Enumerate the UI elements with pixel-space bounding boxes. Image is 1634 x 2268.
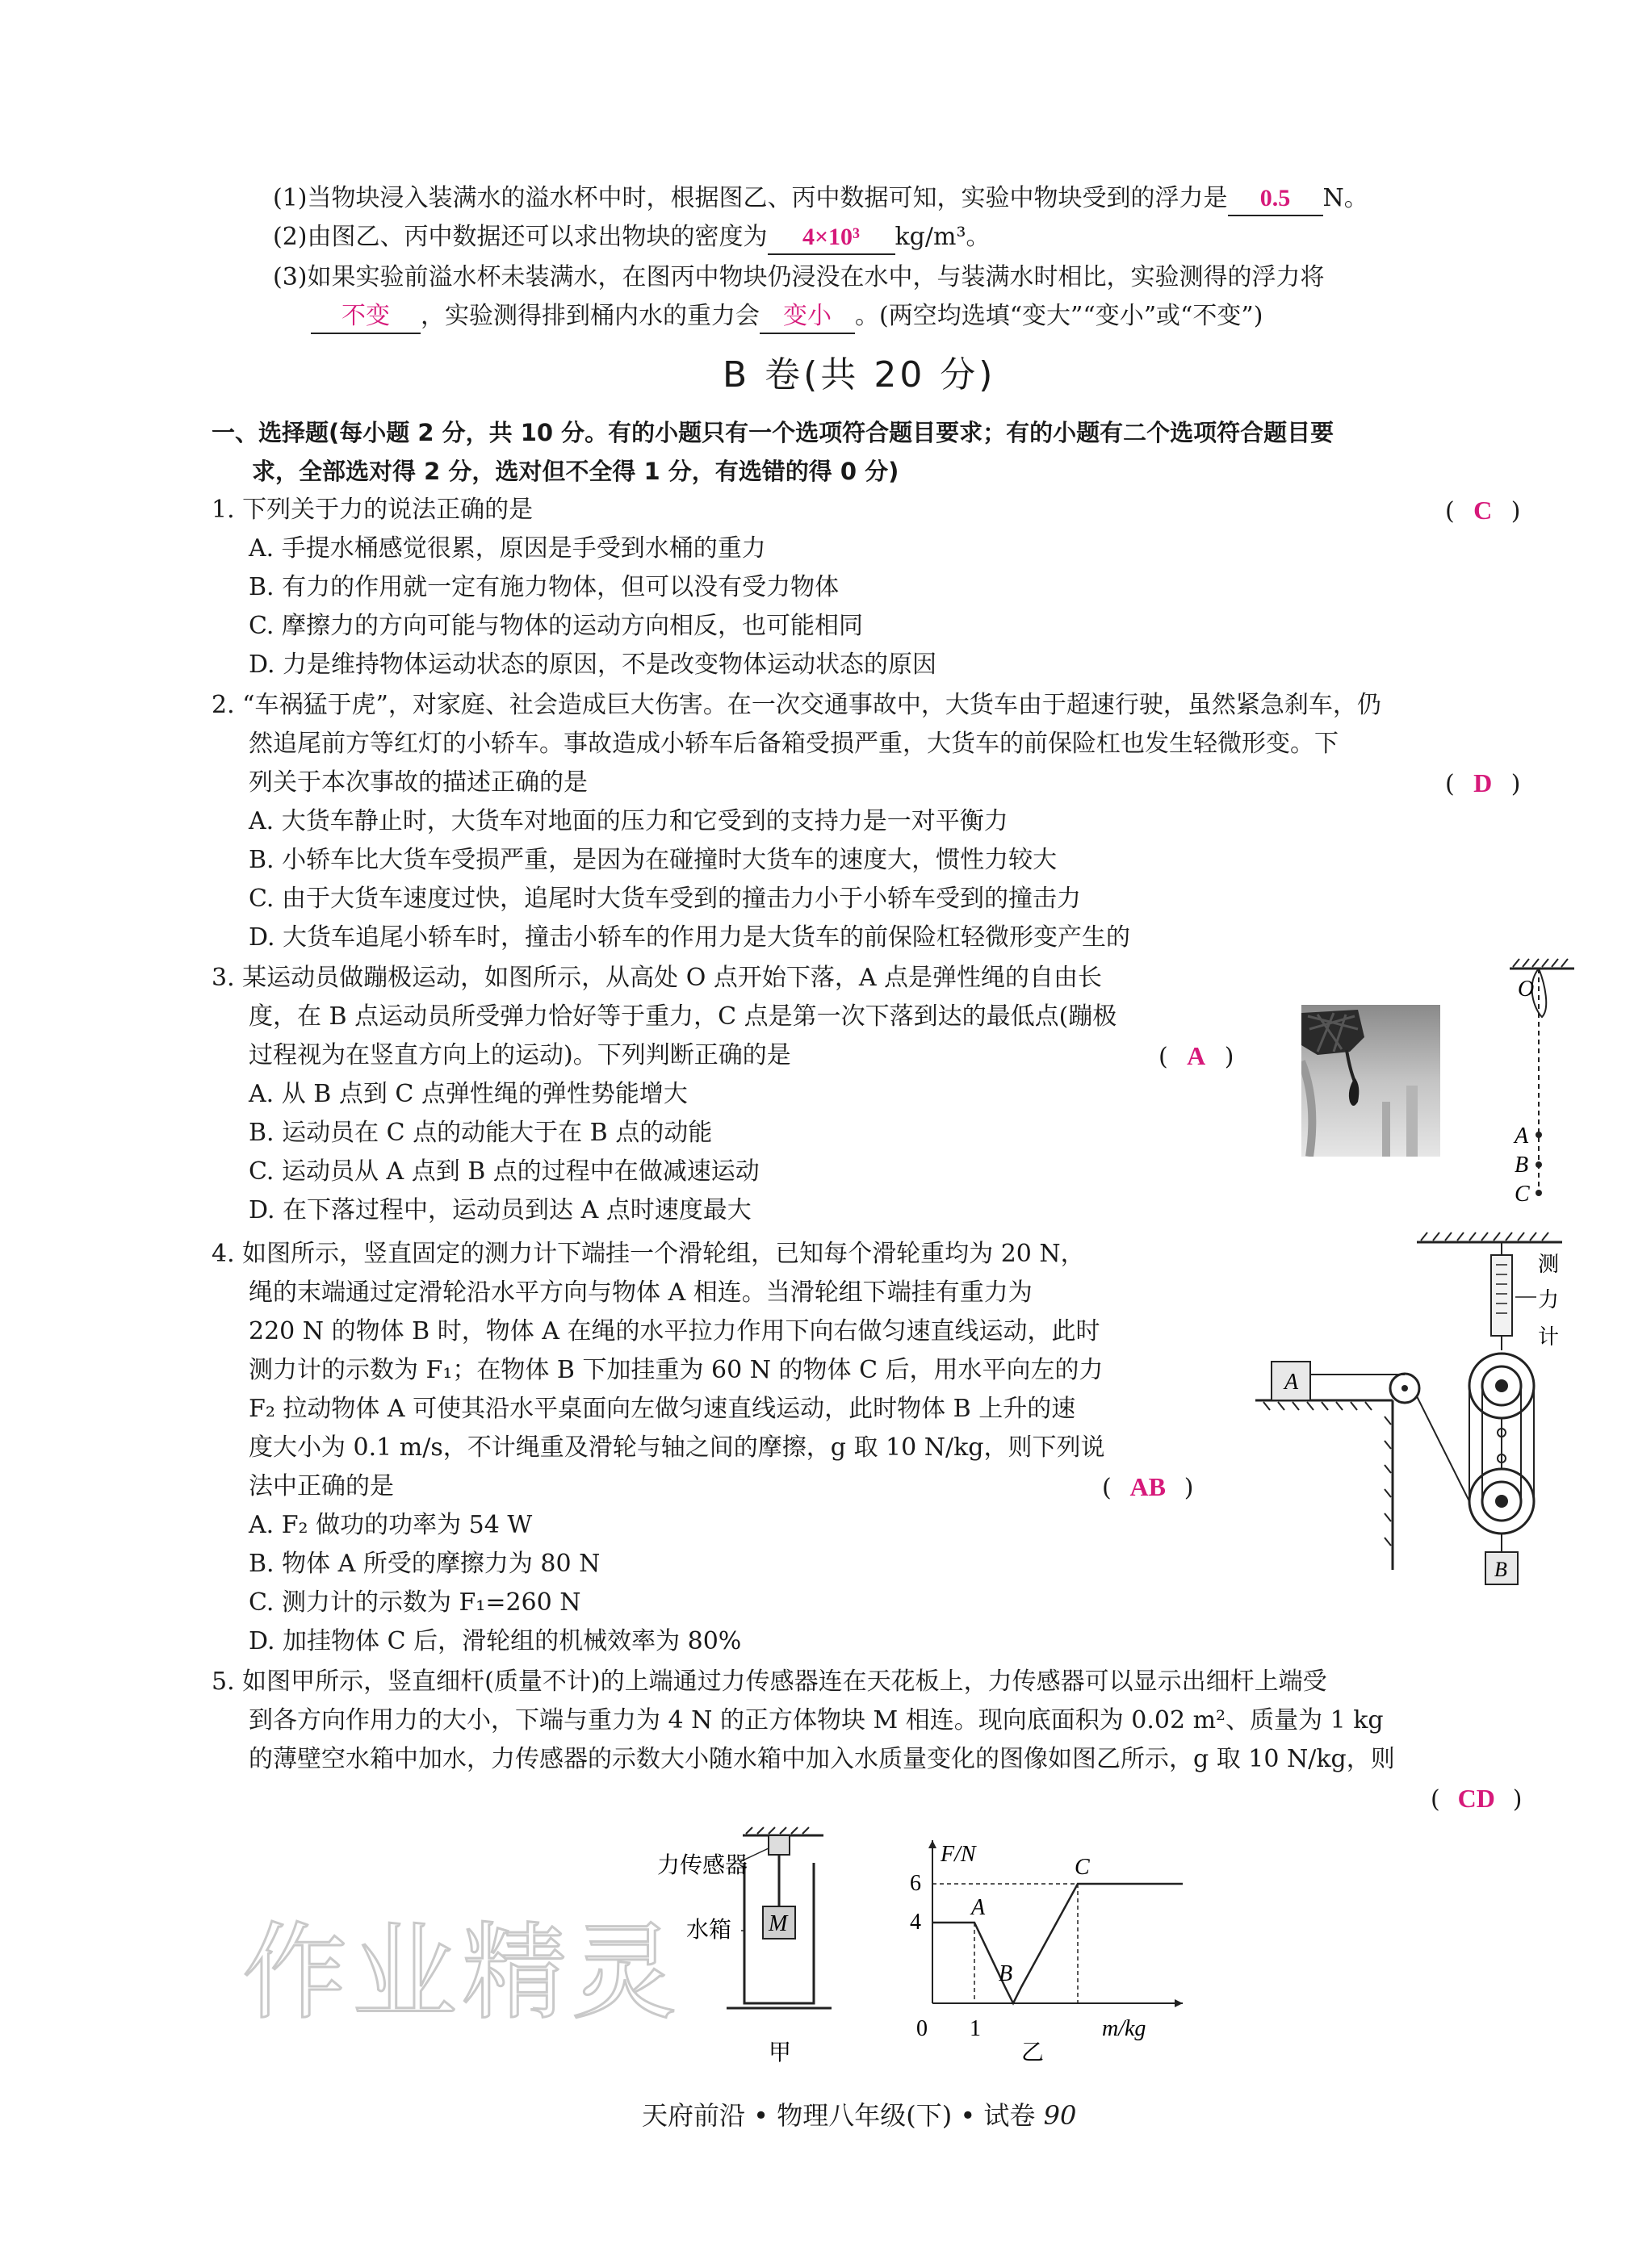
q1-option: D. 力是维持物体运动状态的原因，不是改变物体运动状态的原因	[249, 651, 937, 679]
page-number: 90	[1043, 2100, 1077, 2131]
q3-stem: 度，在 B 点运动员所受弹力恰好等于重力，C 点是第一次下落到达的最低点(蹦极	[249, 1002, 1117, 1031]
q3-option: B. 运动员在 C 点的动能大于在 B 点的动能	[249, 1119, 713, 1147]
bungee-photo	[1301, 1005, 1440, 1157]
q3-stem: 3. 某运动员做蹦极运动，如图所示，从高处 O 点开始下落，A 点是弹性绳的自由长	[212, 964, 1103, 992]
section-title: B 卷(共 20 分)	[723, 354, 996, 395]
q1-option: B. 有力的作用就一定有施力物体，但可以没有受力物体	[249, 573, 840, 601]
q2-stem: 2. “车祸猛于虎”，对家庭、社会造成巨大伤害。在一次交通事故中，大货车由于超速行驶，虽然紧急刹车，仍	[212, 691, 1381, 719]
q4-stem: F₂ 拉动物体 A 可使其沿水平桌面向左做匀速直线运动，此时物体 B 上升的速	[249, 1395, 1076, 1423]
q5-stem: 5. 如图甲所示，竖直细杆(质量不计)的上端通过力传感器连在天花板上，力传感器可以显示出细杆上端受	[212, 1668, 1327, 1696]
answer-fill: 变小	[760, 300, 855, 334]
q4-stem: 绳的末端通过定滑轮沿水平方向与物体 A 相连。当滑轮组下端挂有重力为	[249, 1278, 1033, 1307]
section-heading-line2: 求，全部选对得 2 分，选对但不全得 1 分，有选错的得 0 分)	[252, 458, 899, 485]
q2-answer: ( D )	[1445, 768, 1521, 798]
q2-option: A. 大货车静止时，大货车对地面的压力和它受到的支持力是一对平衡力	[249, 807, 1008, 835]
sensor-label: 力传感器	[657, 1853, 748, 1878]
answer-fill: 4×10³	[802, 224, 861, 250]
section-heading-line1: 一、选择题(每小题 2 分，共 10 分。有的小题只有一个选项符合题目要求；有的小题有二个选项符合题目要	[212, 419, 1334, 446]
figure-jia	[646, 1826, 856, 2068]
caption-yi: 乙	[1021, 2040, 1045, 2065]
q2-stem: 然追尾前方等红灯的小轿车。事故造成小轿车后备箱受损严重，大货车的前保险杠也发生轻微形变。下	[249, 730, 1339, 758]
q3-option: A. 从 B 点到 C 点弹性绳的弹性势能增大	[249, 1080, 688, 1108]
q5-stem: 到各方向作用力的大小，下端与重力为 4 N 的正方体物块 M 相连。现向底面积为 0.02 m²、质量为 1 kg	[249, 1706, 1384, 1734]
meter-label: 测	[1538, 1253, 1560, 1276]
point-B: B	[999, 1961, 1013, 1986]
q3-option: C. 运动员从 A 点到 B 点的过程中在做减速运动	[249, 1157, 760, 1186]
q5-answer: ( CD )	[1431, 1784, 1523, 1814]
tank-label: 水箱	[686, 1918, 732, 1943]
q4-stem: 4. 如图所示，竖直固定的测力计下端挂一个滑轮组，已知每个滑轮重均为 20 N，	[212, 1240, 1085, 1268]
q2-option: B. 小轿车比大货车受损严重，是因为在碰撞时大货车的速度大，惯性力较大	[249, 846, 1058, 874]
block-B-label: B	[1494, 1558, 1507, 1581]
q2-stem: 列关于本次事故的描述正确的是	[249, 768, 588, 797]
q1-option: C. 摩擦力的方向可能与物体的运动方向相反，也可能相同	[249, 612, 863, 640]
block-M-label: M	[769, 1911, 788, 1936]
x-axis-label: m/kg	[1102, 2016, 1146, 2041]
partA-q2: (2)由图乙、丙中数据还可以求出物块的密度为 4×10³ kg/m³。	[273, 218, 990, 257]
q4-stem: 法中正确的是	[249, 1472, 394, 1500]
label-O: O	[1518, 977, 1535, 1002]
q5-stem: 的薄壁空水箱中加水，力传感器的示数大小随水箱中加入水质量变化的图像如图乙所示，g 取 10 N/kg，则	[249, 1745, 1395, 1773]
q1-answer: ( C )	[1445, 496, 1521, 525]
tick-1: 1	[970, 2016, 981, 2041]
answer-fill: 0.5	[1259, 185, 1291, 211]
q4-option: A. F₂ 做功的功率为 54 W	[249, 1511, 533, 1539]
q4-option: C. 测力计的示数为 F₁=260 N	[249, 1588, 581, 1617]
partA-q3-line1: (3)如果实验前溢水杯未装满水，在图丙中物块仍浸没在水中，与装满水时相比，实验测得的浮力将	[273, 263, 1325, 291]
q4-stem: 测力计的示数为 F₁；在物体 B 下加挂重为 60 N 的物体 C 后，用水平向左的力	[249, 1356, 1104, 1384]
bungee-diagram	[1494, 952, 1582, 1211]
q1-stem: 1. 下列关于力的说法正确的是	[212, 496, 534, 524]
point-A: A	[971, 1895, 986, 1920]
q1-option: A. 手提水桶感觉很累，原因是手受到水桶的重力	[249, 534, 766, 563]
meter-label: 计	[1538, 1325, 1560, 1349]
q4-answer: ( AB )	[1102, 1472, 1194, 1502]
partA-q3-line2: 不变 ，实验测得排到桶内水的重力会 变小 。(两空均选填“变大”“变小”或“不变”)	[311, 297, 1263, 336]
point-C: C	[1075, 1855, 1090, 1880]
q2-option: C. 由于大货车速度过快，追尾时大货车受到的撞击力小于小轿车受到的撞击力	[249, 885, 1081, 913]
label-A: A	[1515, 1124, 1529, 1149]
watermark: 作业精灵	[242, 1911, 682, 2034]
caption-jia: 甲	[769, 2040, 792, 2065]
figure-yi	[884, 1826, 1191, 2068]
q4-stem: 220 N 的物体 B 时，物体 A 在绳的水平拉力作用下向右做匀速直线运动，此时	[249, 1317, 1100, 1345]
q3-option: D. 在下落过程中，运动员到达 A 点时速度最大	[249, 1196, 752, 1224]
block-A-label: A	[1284, 1370, 1299, 1395]
label-B: B	[1515, 1153, 1529, 1178]
q4-option: B. 物体 A 所受的摩擦力为 80 N	[249, 1550, 601, 1578]
q2-option: D. 大货车追尾小轿车时，撞击小轿车的作用力是大货车的前保险杠轻微形变产生的	[249, 923, 1131, 952]
y-axis-label: F/N	[941, 1842, 976, 1867]
pulley-diagram	[1255, 1231, 1586, 1594]
tick-6: 6	[910, 1871, 921, 1896]
q4-stem: 度大小为 0.1 m/s，不计绳重及滑轮与轴之间的摩擦，g 取 10 N/kg，则下列说	[249, 1433, 1105, 1462]
meter-label: 力	[1538, 1288, 1560, 1312]
q4-option: D. 加挂物体 C 后，滑轮组的机械效率为 80%	[249, 1627, 742, 1655]
q3-stem: 过程视为在竖直方向上的运动)。下列判断正确的是	[249, 1041, 791, 1069]
footer: 天府前沿 • 物理八年级(下) • 试卷 90	[642, 2100, 1077, 2131]
label-C: C	[1515, 1182, 1530, 1207]
answer-fill: 不变	[311, 300, 421, 334]
tick-0: 0	[916, 2016, 928, 2041]
q3-answer: ( A )	[1158, 1041, 1234, 1071]
partA-q1: (1)当物块浸入装满水的溢水杯中时，根据图乙、丙中数据可知，实验中物块受到的浮力是 0.5 N。	[273, 179, 1368, 218]
tick-4: 4	[910, 1910, 921, 1935]
